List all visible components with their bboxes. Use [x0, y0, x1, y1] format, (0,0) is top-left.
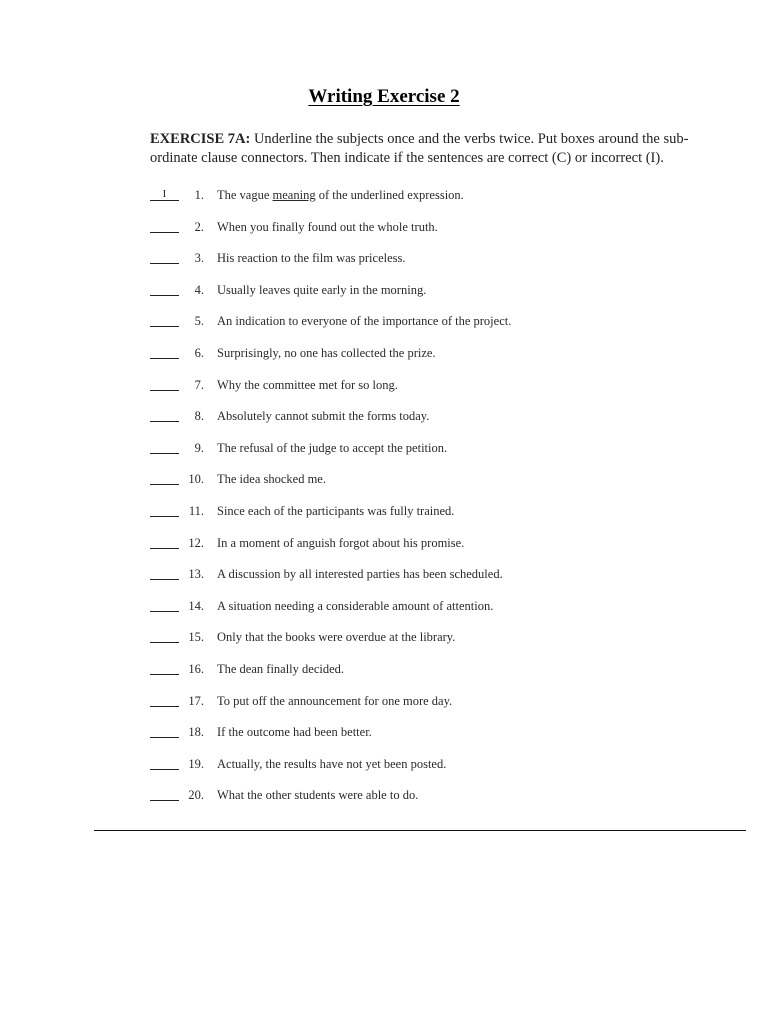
item-sentence: The dean finally decided. [217, 662, 345, 676]
item-number: 2. [194, 219, 204, 234]
item-number: 3. [194, 251, 204, 266]
underlined-word: meaning [272, 188, 316, 202]
answer-blank[interactable] [150, 346, 179, 359]
answer-blank[interactable] [150, 694, 179, 707]
item-sentence: Only that the books were overdue at the library. [217, 630, 456, 645]
item-number: 5. [194, 314, 204, 329]
item-number: 10. [188, 472, 204, 487]
item-number: 17. [188, 693, 204, 708]
answer-blank[interactable]: I [150, 188, 179, 201]
item-sentence: What the other students were able to do. [217, 788, 419, 803]
item-number: 7. [194, 377, 204, 392]
item-number: 14. [188, 598, 204, 613]
answer-blank[interactable] [150, 757, 179, 770]
answer-blank[interactable] [150, 536, 179, 549]
exercise-item [150, 757, 740, 779]
exercise-item [150, 441, 740, 463]
answer-blank[interactable] [150, 251, 179, 264]
item-sentence [217, 188, 464, 203]
item-number: 1. [194, 188, 204, 202]
item-sentence: To put off the announcement for one more day. [217, 693, 453, 708]
item-sentence: Surprisingly, no one has collected the prize. [217, 346, 436, 360]
item-number: 18. [188, 725, 204, 740]
item-sentence: Why the committee met for so long. [217, 377, 398, 392]
answer-blank[interactable] [150, 220, 179, 233]
item-sentence: Absolutely cannot submit the forms today. [217, 409, 430, 424]
item-sentence: If the outcome had been better. [217, 725, 372, 740]
answer-blank[interactable] [150, 441, 179, 454]
instructions-line-1: Underline the subjects once and the verbs twice. Put boxes around the sub- [253, 131, 689, 147]
item-sentence: When you finally found out the whole truth. [217, 219, 438, 234]
exercise-item [150, 662, 740, 684]
item-sentence: A situation needing a considerable amount of attention. [217, 598, 494, 613]
answer-blank[interactable] [150, 472, 179, 485]
item-sentence: Usually leaves quite early in the morning. [217, 282, 427, 297]
item-number: 19. [188, 756, 204, 771]
exercise-item [150, 630, 740, 652]
answer-blank[interactable] [150, 788, 179, 801]
answer-blank[interactable] [150, 567, 179, 580]
horizontal-rule [94, 830, 746, 831]
item-sentence: In a moment of anguish forgot about his promise. [217, 535, 465, 550]
answer-blank[interactable] [150, 599, 179, 612]
sentence-part: of the underlined expression. [315, 188, 464, 202]
answer-blank[interactable] [150, 409, 179, 422]
exercise-item [150, 251, 740, 273]
exercise-item [150, 694, 740, 716]
exercise-item [150, 409, 740, 431]
exercise-item [150, 725, 740, 747]
item-sentence: Since each of the participants was fully trained. [217, 504, 455, 518]
item-number: 20. [188, 788, 204, 803]
exercise-item [150, 378, 740, 400]
item-sentence: The idea shocked me. [217, 472, 326, 487]
answer-blank[interactable] [150, 314, 179, 327]
exercise-item [150, 536, 740, 558]
item-number: 4. [194, 282, 204, 297]
exercise-item [150, 346, 740, 368]
page-title: Writing Exercise 2 [308, 86, 460, 107]
sentence-part: The vague [217, 188, 273, 202]
answer-blank[interactable] [150, 630, 179, 643]
instructions-line-2: ordinate clause connectors. Then indicate if the sentences are correct (C) or incorrect (I). [150, 150, 664, 166]
exercise-item [150, 472, 740, 494]
answer-blank[interactable] [150, 662, 179, 675]
answer-blank[interactable] [150, 283, 179, 296]
item-number: 12. [188, 535, 204, 550]
exercise-item [150, 788, 740, 810]
item-sentence: The refusal of the judge to accept the petition. [217, 440, 448, 455]
exercise-item [150, 283, 740, 305]
exercise-item [150, 220, 740, 242]
item-sentence: A discussion by all interested parties has been scheduled. [217, 567, 503, 582]
item-sentence: Actually, the results have not yet been posted. [217, 756, 447, 771]
item-number: 11. [188, 504, 204, 518]
answer-blank[interactable] [150, 378, 179, 391]
exercise-item [150, 567, 740, 589]
item-sentence: His reaction to the film was priceless. [217, 251, 406, 266]
exercise-item [150, 188, 740, 210]
exercise-label: EXERCISE 7A: [150, 131, 251, 147]
exercise-instructions [150, 130, 730, 168]
item-number: 8. [194, 409, 204, 424]
item-number: 16. [188, 662, 204, 676]
exercise-item [150, 599, 740, 621]
item-number: 15. [188, 630, 204, 645]
item-sentence: An indication to everyone of the importance of the project. [217, 314, 512, 329]
item-number: 13. [188, 567, 204, 582]
item-number: 9. [194, 440, 204, 455]
exercise-item [150, 314, 740, 336]
item-number: 6. [194, 346, 204, 360]
exercise-item [150, 504, 740, 526]
answer-blank[interactable] [150, 725, 179, 738]
answer-blank[interactable] [150, 504, 179, 517]
